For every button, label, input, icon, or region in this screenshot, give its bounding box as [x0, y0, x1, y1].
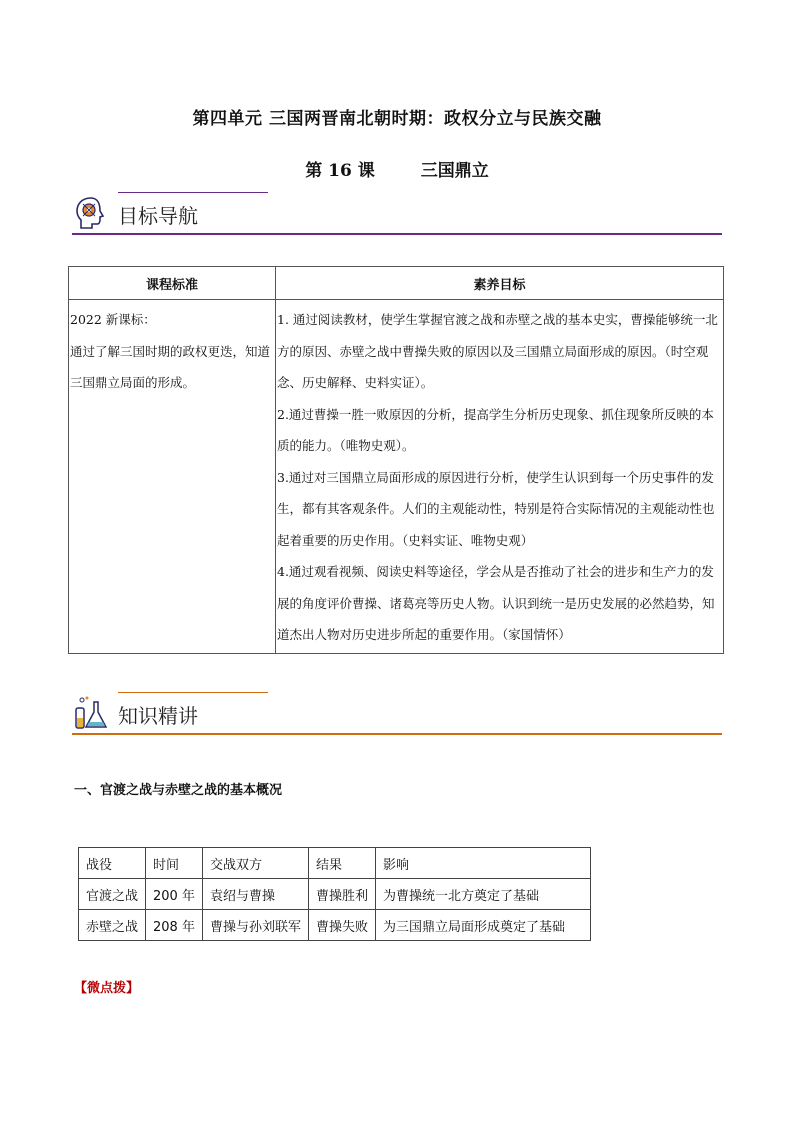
table-row [79, 910, 591, 941]
goal-item: 4.通过观看视频、阅读史料等途径，学会从是否推动了社会的进步和生产力的发展的角度评价曹操、诸葛亮等历史人物。认识到统一是历史发展的必然趋势，知道杰出人物对历史进步所起的重要作用。（家国情怀） [277, 564, 715, 642]
lab-flask-icon [72, 694, 110, 732]
goal-item: 1. 通过阅读教材，使学生掌握官渡之战和赤壁之战的基本史实，曹操能够统一北方的原因、赤壁之战中曹操失败的原因以及三国鼎立局面形成的原因。（时空观念、历史解释、史料实证）。 [277, 312, 718, 390]
table-cell: 为三国鼎立局面形成奠定了基础 [376, 910, 591, 941]
table-header-standard: 课程标准 [69, 267, 276, 300]
section-knowledge-topline [118, 692, 268, 693]
section-goals-header [72, 192, 722, 236]
section-goals-title: 目标导航 [118, 204, 198, 228]
table-cell: 曹操胜利 [308, 879, 375, 910]
table-header: 影响 [376, 848, 591, 879]
table-cell: 200 年 [146, 879, 203, 910]
subheading: 一、官渡之战与赤壁之战的基本概况 [74, 783, 283, 798]
lesson-number: 第 16 课 [305, 161, 375, 181]
standard-line: 通过了解三国时期的政权更迭，知道三国鼎立局面的形成。 [70, 343, 271, 390]
table-cell: 208 年 [146, 910, 203, 941]
standard-cell [69, 300, 276, 654]
standard-line: 2022 新课标： [70, 312, 156, 327]
table-header-goals: 素养目标 [276, 267, 724, 300]
table-row [69, 267, 724, 300]
section-goals-topline [118, 192, 268, 193]
standards-table [68, 266, 724, 654]
table-header: 时间 [146, 848, 203, 879]
table-cell: 官渡之战 [79, 879, 146, 910]
section-goals-divider [72, 233, 722, 235]
table-cell: 曹操与孙刘联军 [202, 910, 308, 941]
battle-table [78, 847, 591, 941]
goal-item: 3.通过对三国鼎立局面形成的原因进行分析，使学生认识到每一个历史事件的发生，都有其客观条件。人们的主观能动性，特别是符合实际情况的主观能动性也起着重要的历史作用。（史料实证、唯物史观） [277, 469, 715, 548]
table-row [79, 848, 591, 879]
table-cell: 赤壁之战 [79, 910, 146, 941]
table-cell: 为曹操统一北方奠定了基础 [376, 879, 591, 910]
lesson-title [0, 156, 794, 181]
section-knowledge-header [72, 692, 722, 736]
section-knowledge-divider [72, 733, 722, 735]
section-knowledge-title: 知识精讲 [118, 704, 198, 728]
table-row [79, 879, 591, 910]
brain-gear-icon [72, 194, 110, 232]
table-row [69, 300, 724, 654]
table-header: 结果 [308, 848, 375, 879]
table-header: 战役 [79, 848, 146, 879]
tip-label: 【微点拨】 [74, 981, 140, 996]
table-header: 交战双方 [202, 848, 308, 879]
lesson-name: 三国鼎立 [420, 161, 489, 181]
table-cell: 曹操失败 [308, 910, 375, 941]
table-cell: 袁绍与曹操 [202, 879, 308, 910]
goal-item: 2.通过曹操一胜一败原因的分析，提高学生分析历史现象、抓住现象所反映的本质的能力。（唯物史观）。 [277, 406, 714, 453]
unit-title: 第四单元 三国两晋南北朝时期：政权分立与民族交融 [192, 109, 602, 129]
goals-cell [276, 300, 724, 654]
